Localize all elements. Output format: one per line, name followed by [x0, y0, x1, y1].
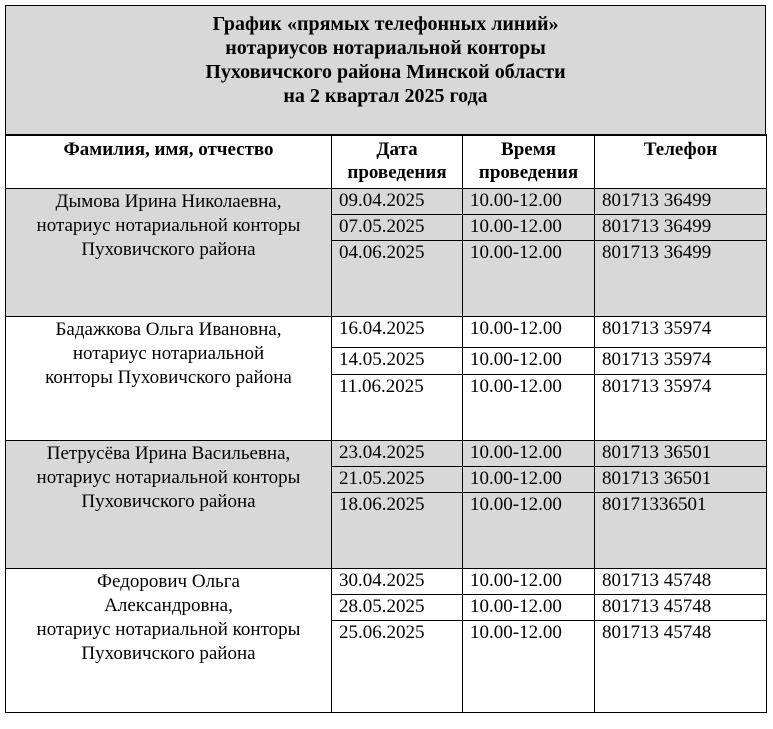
- date-cell: 09.04.2025: [332, 189, 463, 215]
- notary-name-line: Александровна,: [104, 595, 233, 616]
- date-cell: 30.04.2025: [332, 569, 463, 595]
- notary-name-line: Пуховичского района: [81, 491, 256, 512]
- date-cell: 25.06.2025: [332, 621, 463, 713]
- phone-cell: 80171336501: [595, 493, 767, 569]
- title-line-4: на 2 квартал 2025 года: [283, 85, 488, 107]
- phone-cell: 801713 36501: [595, 467, 767, 493]
- notary-name-cell: [6, 189, 332, 317]
- phone-cell: 801713 36499: [595, 241, 767, 317]
- time-cell: 10.00-12.00: [463, 493, 595, 569]
- notary-name-cell: [6, 441, 332, 569]
- time-cell: 10.00-12.00: [463, 375, 595, 441]
- phone-cell: 801713 45748: [595, 569, 767, 595]
- header-phone: Телефон: [595, 135, 767, 189]
- time-cell: 10.00-12.00: [463, 441, 595, 467]
- title-line-2: нотариусов нотариальной конторы: [225, 37, 546, 59]
- table-row: [6, 317, 767, 348]
- date-cell: 07.05.2025: [332, 215, 463, 241]
- header-date: [332, 135, 463, 189]
- phone-cell: 801713 35974: [595, 348, 767, 375]
- date-cell: 11.06.2025: [332, 375, 463, 441]
- date-cell: 28.05.2025: [332, 595, 463, 621]
- phone-cell: 801713 36499: [595, 189, 767, 215]
- title-line-1: График «прямых телефонных линий»: [212, 13, 559, 35]
- notary-name-cell: [6, 317, 332, 441]
- time-cell: 10.00-12.00: [463, 215, 595, 241]
- phone-cell: 801713 45748: [595, 595, 767, 621]
- notary-name-line: Бадажкова Ольга Ивановна,: [55, 319, 282, 340]
- notary-name-line: Петрусёва Ирина Васильевна,: [46, 443, 291, 464]
- notary-name-line: нотариус нотариальной конторы: [36, 215, 301, 236]
- time-cell: 10.00-12.00: [463, 348, 595, 375]
- notary-name-line: нотариус нотариальной конторы: [36, 619, 301, 640]
- header-name: Фамилия, имя, отчество: [6, 135, 332, 189]
- notary-name-cell: [6, 569, 332, 713]
- time-cell: 10.00-12.00: [463, 595, 595, 621]
- header-date-line-2: проведения: [347, 162, 447, 183]
- header-date-line-1: Дата: [376, 139, 418, 160]
- table-row: [6, 189, 767, 215]
- phone-cell: 801713 45748: [595, 621, 767, 713]
- schedule-table: [5, 134, 767, 713]
- date-cell: 18.06.2025: [332, 493, 463, 569]
- date-cell: 04.06.2025: [332, 241, 463, 317]
- notary-name-line: Пуховичского района: [81, 239, 256, 260]
- time-cell: 10.00-12.00: [463, 241, 595, 317]
- time-cell: 10.00-12.00: [463, 317, 595, 348]
- notary-name-line: Федорович Ольга: [97, 571, 240, 592]
- document-title: [5, 5, 766, 134]
- time-cell: 10.00-12.00: [463, 189, 595, 215]
- table-row: [6, 441, 767, 467]
- schedule-body: [6, 189, 767, 713]
- header-row: [6, 135, 767, 189]
- date-cell: 14.05.2025: [332, 348, 463, 375]
- table-row: [6, 569, 767, 595]
- notary-name-line: конторы Пуховичского района: [45, 367, 292, 388]
- title-line-3: Пуховичского района Минской области: [205, 61, 566, 83]
- time-cell: 10.00-12.00: [463, 569, 595, 595]
- notary-name-line: нотариус нотариальной конторы: [36, 467, 301, 488]
- phone-cell: 801713 36499: [595, 215, 767, 241]
- date-cell: 23.04.2025: [332, 441, 463, 467]
- schedule-document: [5, 5, 768, 723]
- notary-name-line: Дымова Ирина Николаевна,: [55, 191, 282, 212]
- date-cell: 21.05.2025: [332, 467, 463, 493]
- date-cell: 16.04.2025: [332, 317, 463, 348]
- header-time-line-2: проведения: [478, 162, 579, 183]
- notary-name-line: нотариус нотариальной: [72, 343, 265, 364]
- time-cell: 10.00-12.00: [463, 467, 595, 493]
- time-cell: 10.00-12.00: [463, 621, 595, 713]
- phone-cell: 801713 35974: [595, 317, 767, 348]
- header-time: [463, 135, 595, 189]
- notary-name-line: Пуховичского района: [81, 643, 256, 664]
- phone-cell: 801713 36501: [595, 441, 767, 467]
- phone-cell: 801713 35974: [595, 375, 767, 441]
- header-time-line-1: Время: [501, 139, 556, 160]
